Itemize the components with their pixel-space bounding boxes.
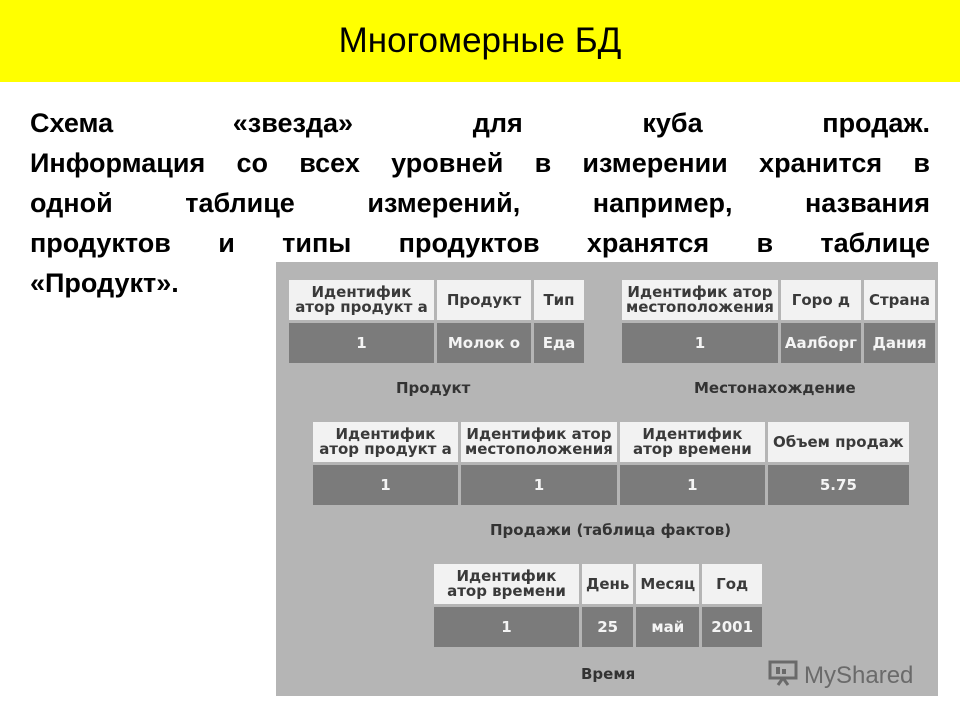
title-bar xyxy=(0,0,960,82)
sales-caption: Продажи (таблица фактов) xyxy=(490,521,732,539)
text-line: Информация со всех уровней в измерении хранится в xyxy=(30,148,930,178)
header-cell: Объем продаж xyxy=(768,422,909,462)
location-caption: Местонахождение xyxy=(694,379,856,397)
text-line: продуктов и типы продуктов хранятся в таблице xyxy=(30,228,930,258)
header-cell: Месяц xyxy=(636,564,699,604)
data-cell: 2001 xyxy=(702,607,762,647)
header-cell: День xyxy=(582,564,633,604)
data-cell: 1 xyxy=(622,323,778,363)
header-cell: Страна xyxy=(864,280,935,320)
header-cell: Идентифик атор продукт а xyxy=(289,280,434,320)
star-schema-figure xyxy=(276,262,938,696)
sales-fact-table xyxy=(310,419,912,508)
time-caption: Время xyxy=(581,665,636,683)
watermark-text: MyShared xyxy=(804,661,914,689)
header-cell: Идентифик атор местоположения xyxy=(461,422,617,462)
time-table xyxy=(431,561,765,650)
header-cell: Тип xyxy=(534,280,584,320)
product-caption: Продукт xyxy=(396,379,471,397)
location-table xyxy=(619,277,938,366)
header-cell: Продукт xyxy=(437,280,531,320)
text-line: одной таблице измерений, например, названия xyxy=(30,188,930,218)
data-cell: 1 xyxy=(620,465,765,505)
watermark xyxy=(768,658,913,693)
header-cell: Год xyxy=(702,564,762,604)
presentation-board-icon xyxy=(768,658,798,693)
header-cell: Идентифик атор продукт а xyxy=(313,422,458,462)
data-cell: Молок о xyxy=(437,323,531,363)
data-cell: Еда xyxy=(534,323,584,363)
data-cell: 1 xyxy=(434,607,579,647)
header-cell: Идентифик атор местоположения xyxy=(622,280,778,320)
data-cell: 1 xyxy=(289,323,434,363)
data-cell: Аалборг xyxy=(781,323,861,363)
data-cell: Дания xyxy=(864,323,935,363)
data-cell: 1 xyxy=(313,465,458,505)
header-cell: Идентифик атор времени xyxy=(434,564,579,604)
data-cell: 5.75 xyxy=(768,465,909,505)
text-line: «Продукт». xyxy=(30,268,179,298)
text-line: Схема «звезда» для куба продаж. xyxy=(30,108,930,138)
product-table xyxy=(286,277,587,366)
header-cell: Горо д xyxy=(781,280,861,320)
data-cell: май xyxy=(636,607,699,647)
data-cell: 1 xyxy=(461,465,617,505)
slide-title: Многомерные БД xyxy=(338,21,622,60)
header-cell: Идентифик атор времени xyxy=(620,422,765,462)
data-cell: 25 xyxy=(582,607,633,647)
